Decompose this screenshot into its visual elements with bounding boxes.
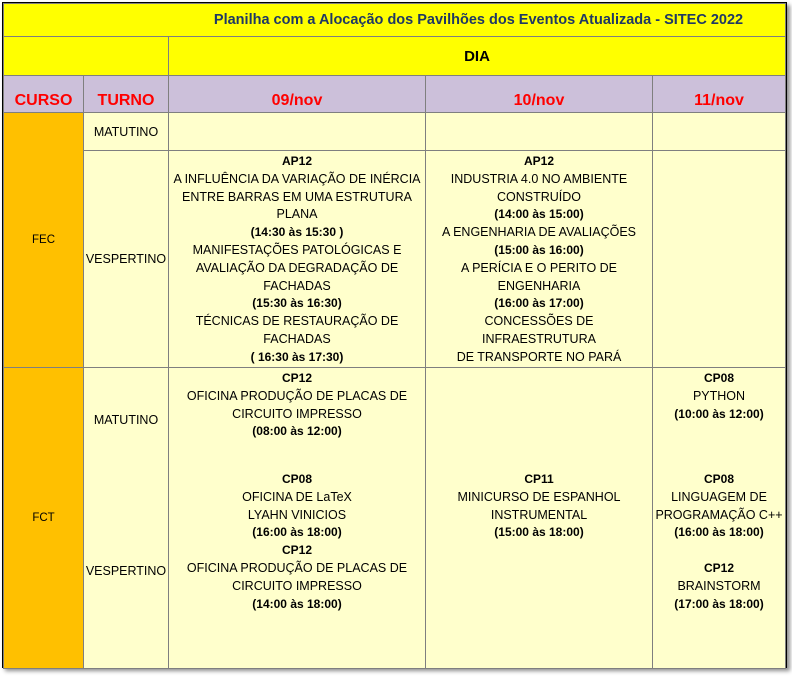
event-info-bold: CP11 [524,472,554,486]
event-info-bold: (15:30 às 16:30) [252,296,342,311]
event-info-bold: (17:00 às 18:00) [674,596,764,611]
day-header-09: 09/nov [168,75,426,113]
fec-matutino-09 [168,112,426,151]
header-blank [3,36,169,76]
event-text: OFICINA DE LaTeX [242,489,352,504]
dia-header: DIA [168,36,786,76]
event-list [653,370,785,423]
event-list [426,471,652,542]
fct-09 [168,367,426,669]
event-list [169,471,425,613]
fec-vespertino-09 [168,150,426,368]
fct-10 [425,367,653,669]
event-list [426,153,652,384]
event-info-bold: (16:00 às 18:00) [674,525,764,540]
turno-fec-matutino: MATUTINO [83,112,169,151]
event-text: CIRCUITO IMPRESSO [232,578,362,593]
event-text: OFICINA PRODUÇÃO DE PLACAS DE [186,388,408,403]
fec-vespertino-10 [425,150,653,368]
event-text: ENTRE BARRAS EM UMA ESTRUTURA [182,189,412,204]
event-info-bold: (08:00 às 12:00) [252,424,342,439]
event-text [653,542,785,560]
title-text: Planilha com a Alocação dos Pavilhões dos Eventos Atualizada - SITEC 2022 [213,12,744,28]
event-info-bold: (14:30 às 15:30 ) [250,225,344,240]
event-info-bold: (15:00 às 18:00) [494,525,584,540]
event-text: INSTRUMENTAL [490,507,588,522]
spreadsheet-table [2,2,787,668]
event-info-bold: AP12 [523,154,555,168]
event-text: CONCESSÕES DE INFRAESTRUTURA [482,314,596,346]
event-text: MANIFESTAÇÕES PATOLÓGICAS E [192,242,402,257]
turno-fct-matutino: MATUTINO [83,367,169,471]
curso-header: CURSO [3,75,84,113]
event-text: TÉCNICAS DE RESTAURAÇÃO DE [195,314,399,329]
event-info-bold: CP12 [281,371,313,385]
event-text: BRAINSTORM [677,578,761,593]
event-info-bold: CP12 [281,543,313,558]
event-text: FACHADAS [263,278,331,293]
event-text: OFICINA PRODUÇÃO DE PLACAS DE [186,560,408,575]
curso-fct: FCT [3,367,84,669]
event-info-bold: AP12 [281,154,313,168]
turno-fec-vespertino: VESPERTINO [83,150,169,368]
event-info-bold: ( 16:30 às 17:30) [250,349,344,364]
event-info-bold: (10:00 às 12:00) [674,406,764,421]
event-text: AVALIAÇÃO DA DEGRADAÇÃO DE [195,260,399,275]
event-text: A PERÍCIA E O PERITO DE [460,260,618,275]
event-info-bold: CP08 [281,472,313,486]
event-text: A INFLUÊNCIA DA VARIAÇÃO DE INÉRCIA [173,171,421,186]
event-text: PLANA [276,207,318,222]
event-text: CIRCUITO IMPRESSO [232,406,362,421]
turno-header: TURNO [83,75,169,113]
event-text: DE TRANSPORTE NO PARÁ [456,349,622,364]
event-list [169,153,425,367]
event-info-bold: (16:00 às 18:00) [252,525,342,540]
event-text: FACHADAS [263,331,331,346]
event-text: MINICURSO DE ESPANHOL [457,489,621,504]
event-info-bold: (16:00 às 17:00) [494,296,584,311]
event-text: INDUSTRIA 4.0 NO AMBIENTE [450,171,628,186]
event-info-bold: CP12 [703,560,735,575]
event-info-bold: (14:00 às 15:00) [494,207,584,222]
turno-fct-vespertino: VESPERTINO [83,470,169,669]
event-text: ENGENHARIA [497,278,581,293]
event-text: CONSTRUÍDO [496,189,582,204]
fec-matutino-11 [652,112,786,151]
day-header-11: 11/nov [652,75,786,113]
event-list [653,471,785,613]
event-info-bold: CP08 [703,371,735,385]
event-text: LYAHN VINICIOS [247,507,347,522]
fec-vespertino-11 [652,150,786,368]
event-info-bold: (14:00 às 18:00) [252,596,342,611]
sheet-title [3,3,786,37]
day-header-10: 10/nov [425,75,653,113]
event-text: PYTHON [692,388,746,403]
fec-matutino-10 [425,112,653,151]
event-list [169,370,425,441]
event-text: LINGUAGEM DE [671,489,767,504]
fct-11 [652,367,786,669]
event-text: PROGRAMAÇÃO C++ [655,507,783,522]
curso-fec: FEC [3,112,84,368]
event-text: A ENGENHARIA DE AVALIAÇÕES [441,225,637,240]
event-info-bold: (15:00 às 16:00) [494,242,584,257]
event-info-bold: CP08 [703,472,735,486]
